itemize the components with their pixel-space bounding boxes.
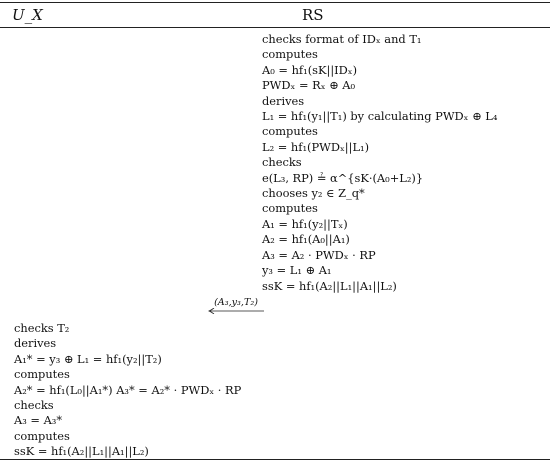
rs-step: A₁ = hf₁(y₂||Tₓ) — [262, 216, 348, 231]
rs-step: ssK = hf₁(A₂||L₁||A₁||L₂) — [262, 278, 397, 293]
rs-step: checks format of IDₓ and T₁ — [262, 32, 422, 46]
message-label: (A₃,y₃,T₂) — [214, 297, 258, 308]
rs-step: computes — [262, 124, 318, 139]
rs-step: checks — [262, 155, 302, 170]
ux-step: checks T₂ — [14, 321, 70, 335]
rs-step: L₁ = hf₁(y₁||T₁) by calculating PWDₓ ⊕ L₄ — [262, 109, 498, 124]
rs-step: e(L₃, RP) ≟ α^{sK·(A₀+L₂)} — [262, 170, 424, 185]
ux-step: A₃ = A₃* — [14, 413, 63, 428]
table-bottom-rule — [0, 459, 550, 460]
rs-step: L₂ = hf₁(PWDₓ||L₁) — [262, 139, 370, 154]
left-arrow-icon — [208, 308, 264, 314]
ux-step: ssK = hf₁(A₂||L₁||A₁||L₂) — [14, 444, 149, 459]
user-steps — [14, 321, 544, 460]
column-header-user: U_X — [12, 6, 43, 24]
rs-step: y₃ = L₁ ⊕ A₁ — [262, 263, 332, 278]
column-header-server: RS — [302, 6, 324, 24]
ux-step: checks — [14, 398, 54, 413]
message-arrow — [208, 297, 264, 315]
header-rule — [0, 27, 550, 28]
rs-step: computes — [262, 47, 318, 62]
rs-step: chooses y₂ ∈ Z_q* — [262, 186, 365, 201]
rs-step: derives — [262, 93, 305, 108]
table-top-rule — [0, 2, 550, 3]
rs-step: A₀ = hf₁(sK||IDₓ) — [262, 62, 358, 77]
rs-step: computes — [262, 201, 318, 216]
ux-step: computes — [14, 428, 70, 443]
server-steps — [262, 32, 548, 294]
rs-step: A₃ = A₂ · PWDₓ · RP — [262, 247, 376, 262]
ux-step: A₁* = y₃ ⊕ L₁ = hf₁(y₂||T₂) — [14, 351, 162, 366]
ux-step: derives — [14, 336, 57, 351]
rs-step: A₂ = hf₁(A₀||A₁) — [262, 232, 350, 247]
ux-step: computes — [14, 367, 70, 382]
ux-step: A₂* = hf₁(L₀||A₁*) A₃* = A₂* · PWDₓ · RP — [14, 382, 242, 397]
rs-step: PWDₓ = Rₓ ⊕ A₀ — [262, 78, 356, 93]
